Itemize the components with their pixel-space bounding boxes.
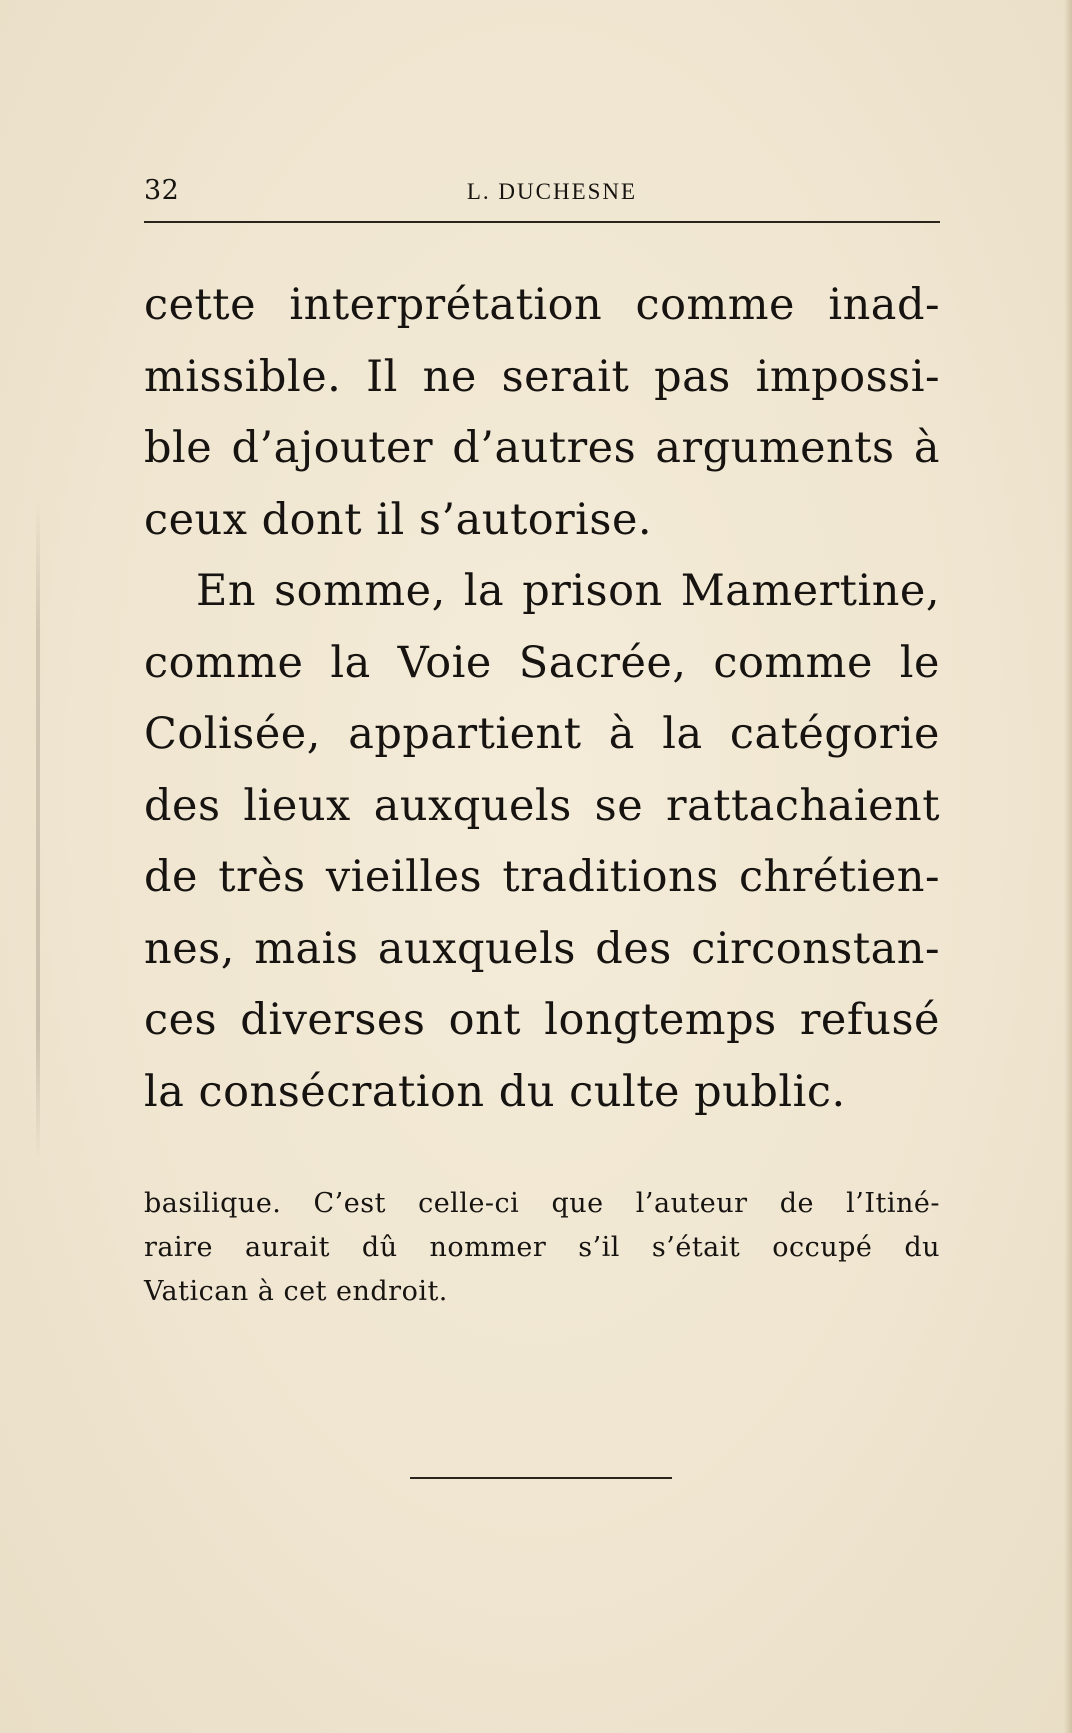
text-line: nes, mais auxquels des circonstan- bbox=[144, 923, 940, 974]
running-head: L. DUCHESNE bbox=[466, 179, 638, 204]
end-rule bbox=[410, 1477, 672, 1479]
footnote-line: Vatican à cet endroit. bbox=[144, 1276, 448, 1307]
footnote-line: basilique. C’est celle-ci que l’auteur de l’Itiné- bbox=[144, 1188, 940, 1219]
text-line: de très vieilles traditions chrétien- bbox=[144, 852, 940, 902]
text-line: la consécration du culte public. bbox=[144, 1066, 846, 1117]
text-line: des lieux auxquels se rattachaient bbox=[144, 780, 940, 831]
text-line: missible. Il ne serait pas impossi- bbox=[144, 351, 940, 402]
footnote bbox=[144, 1182, 940, 1314]
text-line: En somme, la prison Mamertine, bbox=[196, 566, 940, 616]
page-header bbox=[144, 176, 940, 206]
text-line: ceux dont il s’autorise. bbox=[144, 494, 653, 545]
main-text bbox=[144, 270, 940, 1128]
footnote-line: raire aurait dû nommer s’il s’était occupé du bbox=[144, 1232, 940, 1263]
page-number: 32 bbox=[144, 175, 180, 206]
page-edge-shadow bbox=[1064, 0, 1072, 1733]
header-rule bbox=[144, 221, 940, 223]
text-line: ces diverses ont longtemps refusé bbox=[144, 995, 940, 1045]
text-line: comme la Voie Sacrée, comme le bbox=[144, 637, 940, 688]
text-line: ble d’ajouter d’autres arguments à bbox=[144, 423, 940, 473]
text-line: cette interprétation comme inad- bbox=[144, 280, 940, 330]
text-line: Colisée, appartient à la catégorie bbox=[144, 709, 940, 759]
gutter-bleed-mark bbox=[36, 500, 40, 1160]
